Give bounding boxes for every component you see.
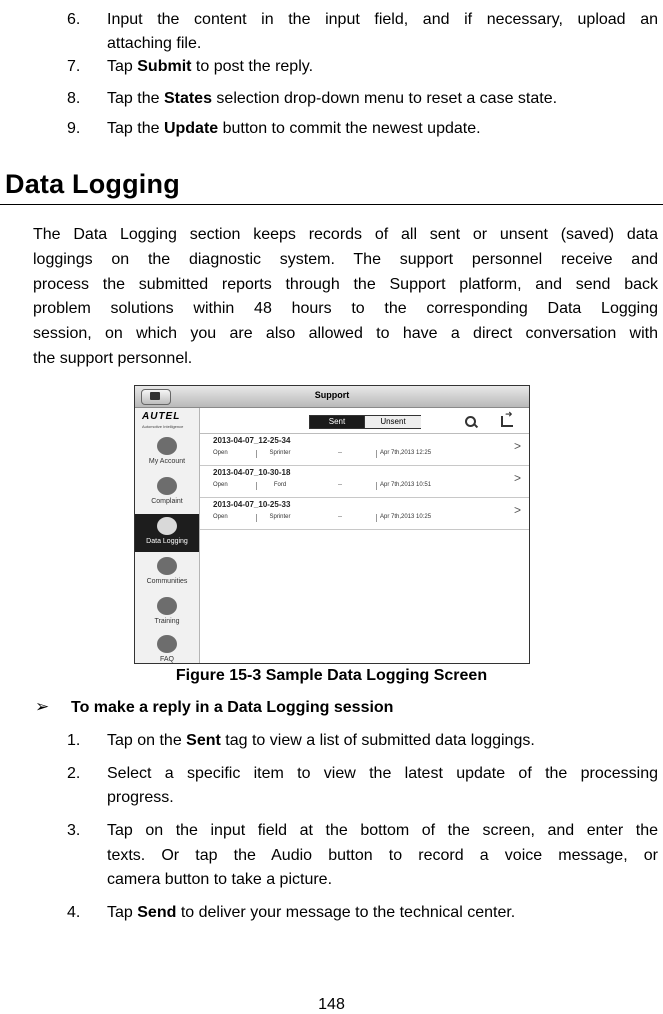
sidebar-item-communities[interactable] xyxy=(135,554,199,592)
step-text: Tap the Update button to commit the newest update. xyxy=(107,120,481,137)
record-date: Apr 7th,2013 10:25 xyxy=(380,514,432,520)
app-title-bar xyxy=(135,386,529,408)
paragraph-line: loggings on the diagnostic system. The support personnel receive and xyxy=(33,251,658,268)
complaint-icon xyxy=(157,477,177,495)
record-status: Open xyxy=(213,482,228,488)
paragraph-line: session, on which you are also allowed to have a direct conversation with xyxy=(33,325,658,342)
faq-icon xyxy=(157,635,177,653)
step-text: camera button to take a picture. xyxy=(107,871,333,888)
step-text: attaching file. xyxy=(107,35,202,52)
logo-tagline: Automotive Intelligence xyxy=(142,424,184,429)
step-text: Tap on the input field at the bottom of the screen, and enter the xyxy=(107,822,658,839)
list-item[interactable] xyxy=(200,466,529,498)
paragraph-line: The Data Logging section keeps records of all sent or unsent (saved) data xyxy=(33,226,658,243)
training-icon xyxy=(157,597,177,615)
step-text: Select a specific item to view the latest update of the processing xyxy=(107,765,658,782)
paragraph-line: the support personnel. xyxy=(33,350,193,367)
record-date: Apr 7th,2013 10:51 xyxy=(380,482,432,488)
step-number: 2. xyxy=(67,765,81,782)
tab-sent[interactable]: Sent xyxy=(310,416,364,428)
sidebar-item-faq[interactable] xyxy=(135,632,199,664)
chevron-right-icon: > xyxy=(514,503,522,517)
data-logging-icon xyxy=(157,517,177,535)
sidebar-item-label: Data Logging xyxy=(146,538,188,545)
separator xyxy=(256,450,257,458)
step-number: 6. xyxy=(67,11,81,28)
step-number: 9. xyxy=(67,120,81,137)
record-status: Open xyxy=(213,450,228,456)
share-icon[interactable] xyxy=(501,416,513,427)
separator xyxy=(376,450,377,458)
app-title: Support xyxy=(314,390,350,400)
record-vehicle: Ford xyxy=(273,482,287,488)
record-title: 2013-04-07_12-25-34 xyxy=(213,436,291,445)
chevron-right-icon: > xyxy=(514,471,522,485)
step-text: Tap the States selection drop-down menu to reset a case state. xyxy=(107,90,558,107)
tab-unsent[interactable]: Unsent xyxy=(364,416,421,428)
list-item[interactable] xyxy=(200,434,529,466)
separator xyxy=(376,514,377,522)
figure-screenshot xyxy=(134,385,530,664)
step-text: texts. Or tap the Audio button to record a voice message, or xyxy=(107,847,658,864)
step-number: 3. xyxy=(67,822,81,839)
paragraph-line: process the submitted reports through the Support platform, and send back xyxy=(33,276,658,293)
record-placeholder: -- xyxy=(338,482,342,488)
sidebar-item-label: FAQ xyxy=(159,656,174,663)
sidebar xyxy=(135,408,200,663)
sidebar-item-training[interactable] xyxy=(135,594,199,632)
user-icon xyxy=(157,437,177,455)
record-placeholder: -- xyxy=(338,514,342,520)
sidebar-item-my-account[interactable] xyxy=(135,434,199,472)
section-heading: Data Logging xyxy=(5,169,180,199)
paragraph-line: problem solutions within 48 hours to the corresponding Data Logging xyxy=(33,300,658,317)
record-title: 2013-04-07_10-25-33 xyxy=(213,500,291,509)
separator xyxy=(256,514,257,522)
separator xyxy=(256,482,257,490)
arrow-bullet-icon: ➢ xyxy=(35,697,50,716)
sent-unsent-toggle xyxy=(309,415,421,429)
list-item[interactable] xyxy=(200,498,529,530)
figure-caption: Figure 15-3 Sample Data Logging Screen xyxy=(175,667,488,684)
step-text: progress. xyxy=(107,789,174,806)
step-text: Tap on the Sent tag to view a list of submitted data loggings. xyxy=(107,732,535,749)
record-date: Apr 7th,2013 12:25 xyxy=(380,450,432,456)
step-number: 8. xyxy=(67,90,81,107)
step-text: Input the content in the input field, and if necessary, upload an xyxy=(107,11,658,28)
sidebar-item-label: My Account xyxy=(148,458,186,465)
step-number: 4. xyxy=(67,904,81,921)
chevron-right-icon: > xyxy=(514,439,522,453)
record-vehicle: Sprinter xyxy=(269,514,291,520)
sub-heading: To make a reply in a Data Logging session xyxy=(71,699,394,716)
record-title: 2013-04-07_10-30-18 xyxy=(213,468,291,477)
step-number: 7. xyxy=(67,58,81,75)
heading-rule xyxy=(0,204,663,205)
page-number: 148 xyxy=(318,996,345,1013)
step-text: Tap Send to deliver your message to the technical center. xyxy=(107,904,516,921)
sidebar-item-label: Complaint xyxy=(151,498,183,505)
step-text: Tap Submit to post the reply. xyxy=(107,58,314,75)
search-icon[interactable] xyxy=(465,416,476,427)
record-placeholder: -- xyxy=(338,450,342,456)
communities-icon xyxy=(157,557,177,575)
autel-logo: AUTEL xyxy=(142,411,181,422)
sidebar-item-data-logging[interactable] xyxy=(135,514,199,552)
sidebar-item-label: Training xyxy=(154,618,180,625)
record-status: Open xyxy=(213,514,228,520)
record-vehicle: Sprinter xyxy=(269,450,291,456)
step-number: 1. xyxy=(67,732,81,749)
separator xyxy=(376,482,377,490)
sidebar-item-label: Communities xyxy=(146,578,188,585)
sidebar-item-complaint[interactable] xyxy=(135,474,199,512)
